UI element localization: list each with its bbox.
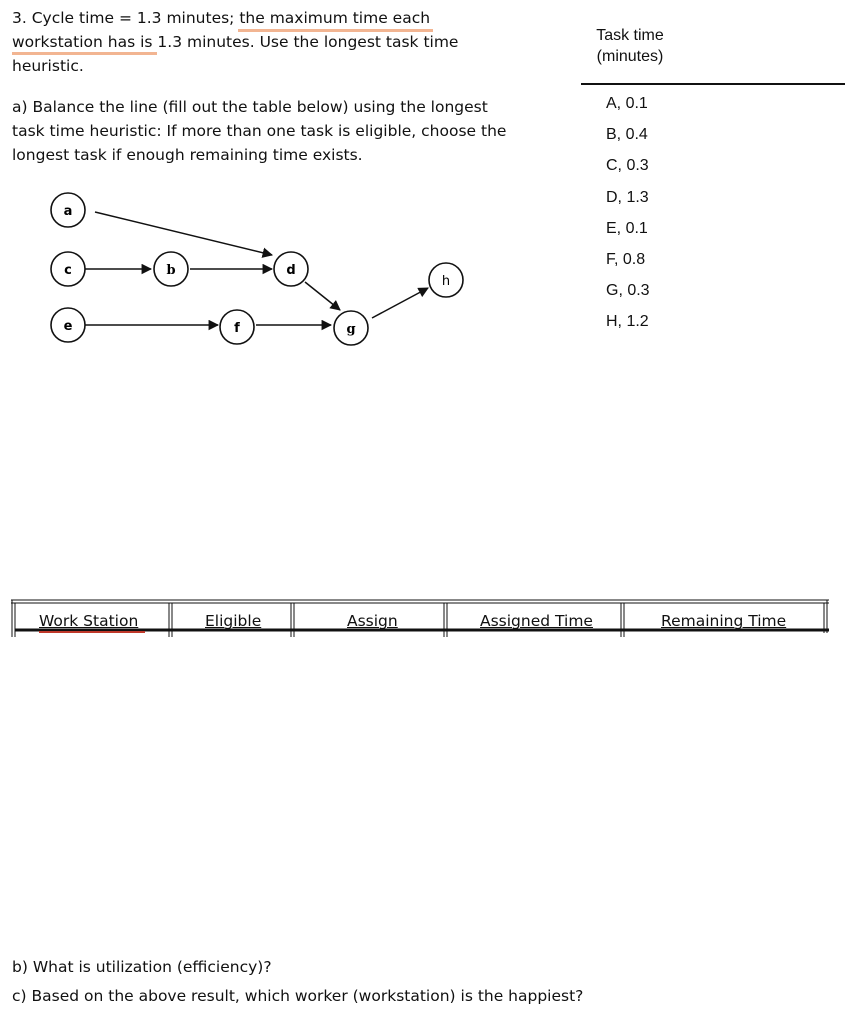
edge-a-d [95, 212, 272, 255]
node-b [154, 252, 188, 286]
part-a-line-2: task time heuristic: If more than one task is eligible, choose the [12, 122, 507, 140]
task-time-item: E, 0.1 [606, 219, 648, 237]
header-eligible: Eligible [205, 612, 262, 630]
task-time-item: F, 0.8 [606, 250, 646, 268]
node-c-label: c [64, 263, 72, 278]
task-time-header-line-2: (minutes) [596, 48, 664, 65]
question-3-text [12, 6, 458, 78]
balance-table-header [11, 599, 829, 637]
question-3-line-3: heuristic. [12, 57, 84, 75]
node-d [274, 252, 308, 286]
question-3-line-2: workstation has is 1.3 minutes. Use the longest task time [12, 33, 459, 51]
part-c-text: c) Based on the above result, which worker (workstation) is the happiest? [12, 987, 584, 1005]
task-time-header [590, 25, 670, 67]
part-b-text: b) What is utilization (efficiency)? [12, 958, 272, 976]
task-time-list [606, 88, 650, 338]
task-time-item: B, 0.4 [606, 126, 648, 144]
part-a-line-3: longest task if enough remaining time exists. [12, 146, 363, 164]
node-f-label: f [234, 321, 240, 336]
task-time-item: C, 0.3 [606, 157, 649, 175]
question-3-line-1: 3. Cycle time = 1.3 minutes; the maximum time each [12, 9, 431, 27]
part-a-text [12, 95, 506, 167]
node-h [429, 263, 463, 297]
highlight-underline [238, 29, 433, 32]
task-time-item: D, 1.3 [606, 188, 649, 206]
node-c [51, 252, 85, 286]
node-g-label: g [346, 322, 356, 337]
highlight-underline [12, 52, 157, 55]
node-a-label: a [63, 204, 73, 219]
precedence-diagram [0, 180, 500, 360]
edge-d-g [305, 282, 340, 310]
task-time-rule [581, 83, 845, 85]
part-a-line-1: a) Balance the line (fill out the table below) using the longest [12, 98, 488, 116]
node-b-label: b [166, 263, 176, 278]
task-time-header-line-1: Task time [596, 27, 664, 44]
task-time-item: H, 1.2 [606, 313, 649, 331]
header-assign: Assign [347, 612, 398, 630]
node-a [51, 193, 85, 227]
node-e [51, 308, 85, 342]
node-f [220, 310, 254, 344]
task-time-item: A, 0.1 [606, 95, 648, 112]
edge-g-h [372, 288, 428, 318]
header-remaining-time: Remaining Time [661, 612, 787, 630]
header-assigned-time: Assigned Time [480, 612, 593, 630]
header-work-station: Work Station [39, 612, 139, 630]
node-e-label: e [63, 319, 73, 334]
node-h-label: h [441, 274, 451, 289]
task-time-item: G, 0.3 [606, 282, 650, 300]
node-d-label: d [286, 263, 296, 278]
node-g [334, 311, 368, 345]
